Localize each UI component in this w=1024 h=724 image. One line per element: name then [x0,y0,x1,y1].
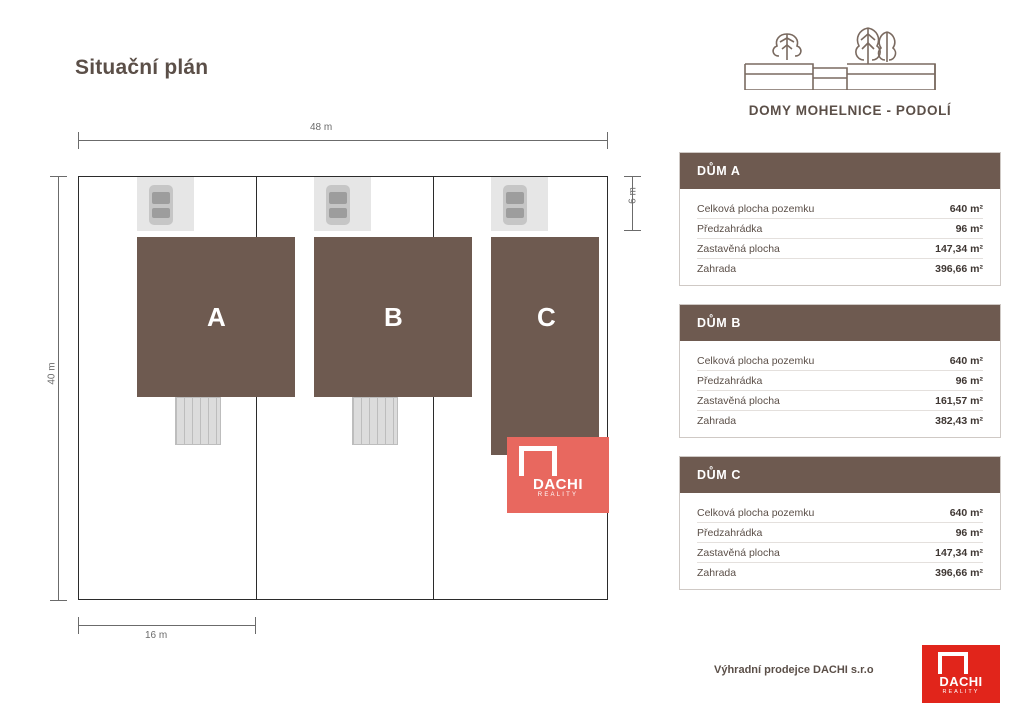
row-label: Zastavěná plocha [697,546,780,559]
card-rows-c [680,493,1000,582]
brand-block [700,18,1000,118]
dimension-bottom-line [78,625,255,626]
table-row [697,503,983,523]
logo-sub: REALITY [942,689,980,695]
row-label: Celková plocha pozemku [697,506,815,519]
dimension-right-tick-bottom [624,230,641,231]
logo-name: DACHI [939,674,983,689]
card-title-a: DŮM A [697,164,741,178]
card-title-b: DŮM B [697,316,741,330]
car-icon [149,185,173,225]
table-row [697,199,983,219]
parcel-outline [78,176,608,600]
row-value: 382,43 m² [935,414,983,427]
footer-seller-text: Výhradní prodejce DACHI s.r.o [714,664,874,676]
dimension-left-label: 40 m [46,362,58,385]
table-row [697,219,983,239]
row-value: 96 m² [955,526,983,539]
terrace-hatch [353,398,397,444]
card-dum-b [679,304,1001,438]
row-label: Zahrada [697,262,737,275]
row-label: Celková plocha pozemku [697,202,815,215]
watermark-sub: REALITY [537,492,579,498]
card-rows-a [680,189,1000,278]
watermark-house-icon [519,446,557,476]
terrace-b [352,397,398,445]
watermark-inner [517,446,599,504]
row-value: 640 m² [949,506,983,519]
dimension-left-line [58,176,59,600]
card-dum-a [679,152,1001,286]
row-value: 147,34 m² [935,242,983,255]
dimension-bottom-tick-left [78,617,79,634]
card-header-a [680,153,1000,189]
house-fence-trees-icon [735,18,965,90]
terrace-a [175,397,221,445]
row-value: 147,34 m² [935,546,983,559]
watermark-name: DACHI [533,476,583,493]
house-label-a: A [207,302,226,332]
table-row [697,351,983,371]
row-label: Zahrada [697,566,737,579]
dachi-logo [922,645,1000,703]
row-value: 396,66 m² [935,566,983,579]
car-icon [503,185,527,225]
logo-house-icon [938,652,968,674]
card-header-b [680,305,1000,341]
row-label: Předzahrádka [697,374,763,387]
table-row [697,411,983,430]
table-row [697,563,983,582]
car-icon [326,185,350,225]
dimension-left-tick-top [50,176,67,177]
dimension-left-tick-bottom [50,600,67,601]
row-label: Zastavěná plocha [697,394,780,407]
row-label: Zahrada [697,414,737,427]
card-header-c [680,457,1000,493]
row-label: Předzahrádka [697,222,763,235]
table-row [697,239,983,259]
dimension-bottom-tick-right [255,617,256,634]
table-row [697,259,983,278]
site-plan [40,120,660,640]
row-label: Celková plocha pozemku [697,354,815,367]
table-row [697,543,983,563]
brand-title: DOMY MOHELNICE - PODOLÍ [748,103,952,118]
dimension-top-tick-right [607,132,608,149]
row-label: Předzahrádka [697,526,763,539]
table-row [697,371,983,391]
terrace-hatch [176,398,220,444]
card-dum-c [679,456,1001,590]
row-value: 640 m² [949,202,983,215]
page-title: Situační plán [75,56,209,79]
dimension-right-label: 6 m [627,187,639,204]
dimension-right-tick-top [624,176,641,177]
row-value: 640 m² [949,354,983,367]
row-value: 396,66 m² [935,262,983,275]
house-label-b: B [384,302,403,332]
dimension-bottom-label: 16 m [145,630,168,641]
dimension-top-label: 48 m [310,122,333,133]
row-label: Zastavěná plocha [697,242,780,255]
table-row [697,523,983,543]
row-value: 161,57 m² [935,394,983,407]
dachi-watermark-logo [507,437,609,513]
row-value: 96 m² [955,374,983,387]
dimension-top-line [78,140,608,141]
house-label-c: C [537,302,556,332]
card-title-c: DŮM C [697,468,741,482]
card-rows-b [680,341,1000,430]
row-value: 96 m² [955,222,983,235]
dimension-top-tick-left [78,132,79,149]
table-row [697,391,983,411]
